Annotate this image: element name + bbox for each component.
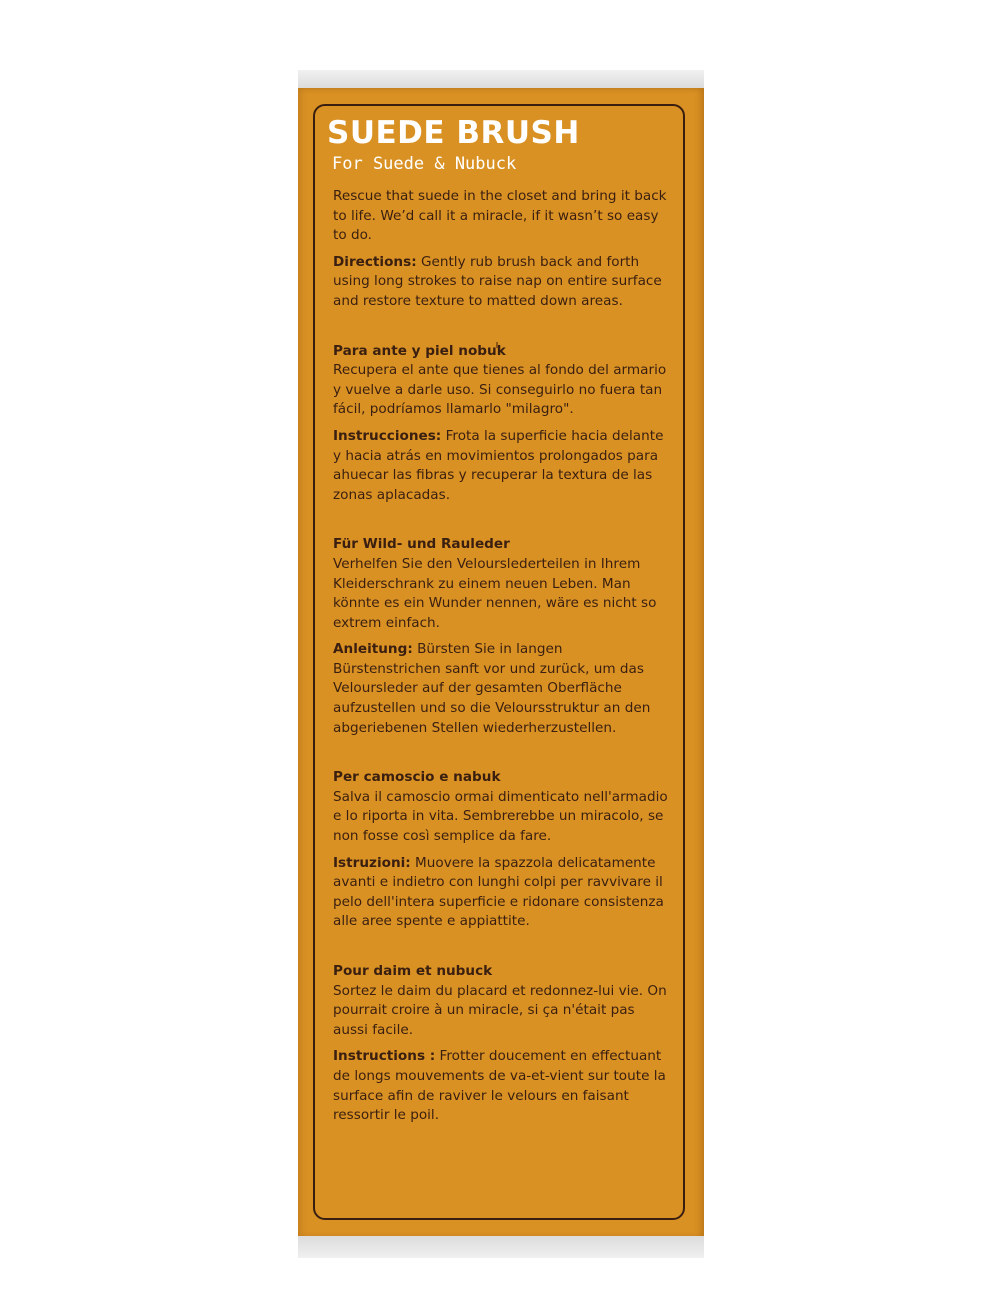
italian-directions-text: Muovere la spazzola delicatamente avanti e indietro con lunghi colpi per ravvivare il pelo dell'intera superficie e ridonare consistenza alle aree spente e appiattite. (333, 854, 664, 930)
german-section (333, 535, 673, 738)
french-directions (333, 1047, 673, 1125)
german-directions-label: Anleitung: (333, 641, 413, 658)
french-intro: Sortez le daim du placard et redonnez-lui vie. On pourrait croire à un miracle, si ça n'était pas aussi facile. (333, 982, 667, 1038)
german-intro: Verhelfen Sie den Veloursledertеilen in Ihrem Kleiderschrank zu einem neuen Leben. Man könnte es ein Wunder nennen, wäre es nicht so extrem einfach. (333, 555, 657, 631)
french-heading: Pour daim et nubuck (333, 963, 493, 979)
product-box-back-panel (298, 88, 704, 1238)
product-subtitle: For Suede & Nubuck (332, 154, 517, 174)
italian-section (333, 768, 673, 932)
spanish-directions (333, 427, 673, 505)
product-title: SUEDE BRUSH (327, 115, 580, 151)
box-top-flap (298, 70, 704, 90)
english-directions (333, 253, 673, 312)
italian-heading: Per camoscio e nabuk (333, 769, 501, 786)
instructions-text (333, 187, 673, 1133)
english-directions-label: Directions: (333, 253, 417, 270)
german-directions (333, 640, 673, 738)
italian-directions-label: Istruzioni: (333, 854, 411, 871)
french-section (333, 962, 673, 1126)
french-directions-text: Frotter doucement en effectuant de longs mouvements de va-et-vient sur toute la surface afin de raviver le velours en faisant ressortir le poil. (333, 1048, 666, 1124)
spanish-section (333, 342, 673, 506)
box-bottom-flap (298, 1236, 704, 1258)
spanish-directions-text: Frota la superficie hacia delante y hacia atrás en movimientos prolongados para ahuecar las fibras y recuperar la textura de las zonas aplacadas. (333, 427, 664, 503)
german-directions-text: Bürsten Sie in langen Bürstenstrichen sanft vor und zurück, um das Veloursleder auf der gesamten Oberfläche aufzustellen und so die Veloursstruktur an den abgeriebenen Stellen wiederherzustellen. (333, 641, 651, 736)
spanish-intro: Recupera el ante que tienes al fondo del armario y vuelve a darle uso. Si conseguirlo no fuera tan fácil, podríamos llamarlo "milagro". (333, 362, 667, 418)
english-intro: Rescue that suede in the closet and bring it back to life. We’d call it a miracle, if it wasn’t so easy to do. (333, 188, 667, 244)
german-heading: Für Wild- und Rauleder (333, 536, 510, 553)
spanish-directions-label: Instrucciones: (333, 427, 442, 444)
italian-intro: Salva il camoscio ormai dimenticato nell'armadio e lo riporta in vita. Sembrerebbe un miracolo, se non fosse così semplice da fare. (333, 788, 668, 845)
spanish-heading: Para ante y piel nobuk (333, 342, 506, 359)
italian-directions (333, 854, 673, 932)
french-directions-label: Instructions : (333, 1048, 436, 1065)
english-section (333, 187, 673, 312)
english-directions-text: Gently rub brush back and forth using long strokes to raise nap on entire surface and restore texture to matted down areas. (333, 253, 662, 309)
